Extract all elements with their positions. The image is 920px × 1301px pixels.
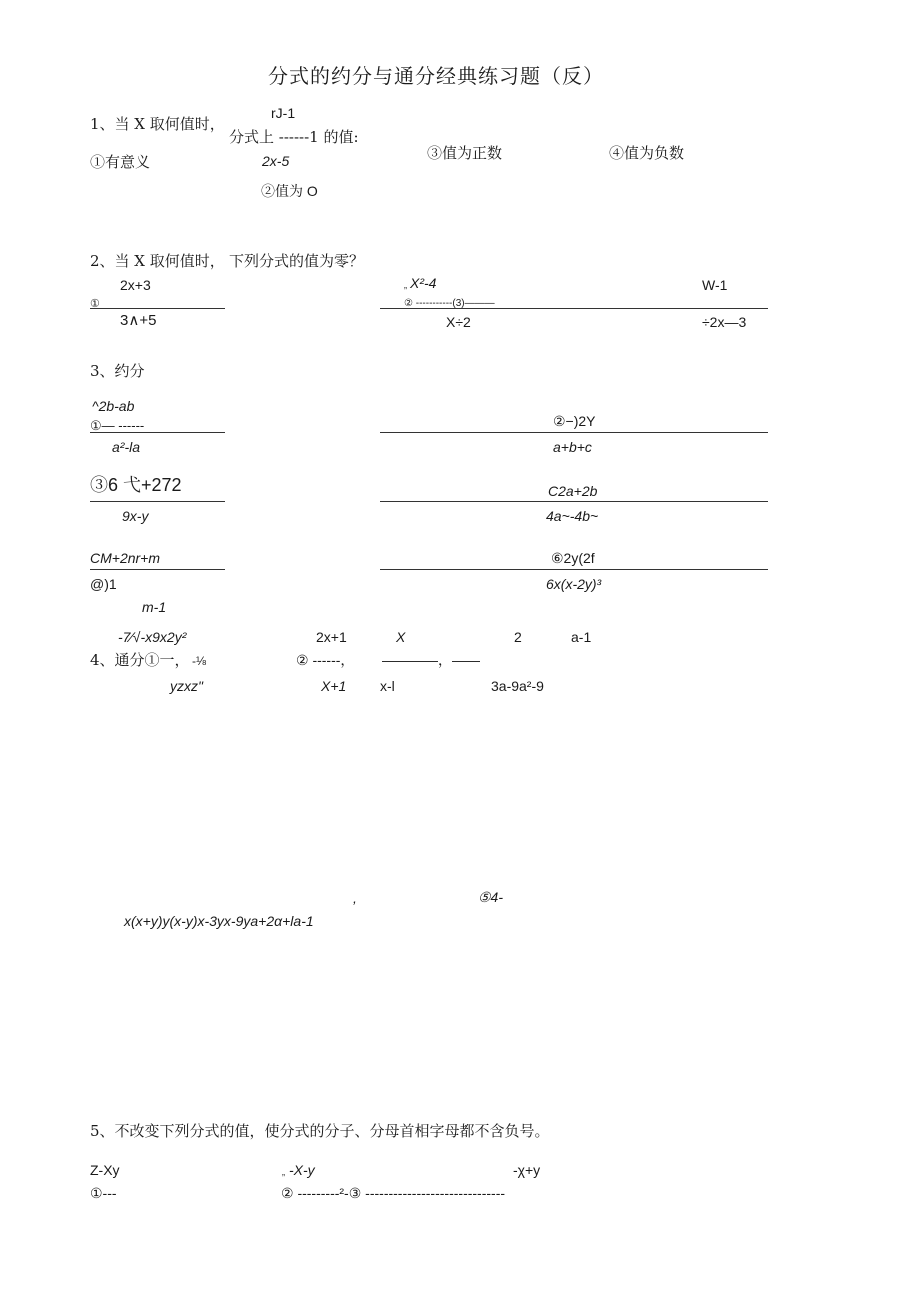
q2-fraction-1-bar xyxy=(90,308,225,309)
q3-fraction-5-denominator: @)1 xyxy=(90,576,117,592)
q3-fraction-1-mark: ①— ------ xyxy=(90,418,145,433)
q5-fraction-2-mark: ② ---------²-③ ------------------------------ xyxy=(281,1185,506,1201)
q1-fraction-text: 分式上 ------1 的值: xyxy=(229,128,359,146)
q3-fraction-6-numerator: ⑥2y(2f xyxy=(551,550,595,566)
q2-fraction-2-denominator: X÷2 xyxy=(446,314,471,330)
q4-top-3: X xyxy=(396,629,406,645)
q4-bottom-2: X+1 xyxy=(321,678,347,694)
q4-mark-2: ② ------， xyxy=(296,652,355,668)
q4-top-1: -7∕√-x9x2y² xyxy=(118,629,187,645)
q5-label: 5、不改变下列分式的值，使分式的分子、分母首相字母都不含负号。 xyxy=(90,1122,550,1140)
q2-fraction-2-numerator: X²-4 xyxy=(410,275,437,291)
q2-fraction-2-mark: ② -----------(3)——— xyxy=(404,298,495,309)
q5-fraction-1-numerator: Z-Xy xyxy=(90,1162,120,1178)
q2-label-continued: 下列分式的值为零？ xyxy=(229,252,365,270)
q4-mark-5: ⑤4- xyxy=(478,889,503,905)
q3-fraction-5-numerator: CM+2nr+m xyxy=(90,550,161,566)
q2-fraction-2-bar xyxy=(380,308,768,309)
q4-top-4: 2 xyxy=(514,629,522,645)
q4-bottom-line: x(x+y)y(x-y)x-3yx-9ya+2α+la-1 xyxy=(124,913,314,929)
q3-fraction-3-denominator: 9x-y xyxy=(122,508,149,524)
q2-fraction-3-numerator: W-1 xyxy=(702,277,728,293)
q3-fraction-1-bar xyxy=(90,432,225,433)
q4-bottom-3: x-l xyxy=(380,678,395,694)
q2-fraction-1-denominator: 3∧+5 xyxy=(120,312,157,329)
q3-fraction-5-bar xyxy=(90,569,225,570)
q1-label: 1、当 X 取何值时， xyxy=(90,115,225,133)
q3-fraction-4-numerator: C2a+2b xyxy=(548,483,598,499)
q2-fraction-1-mark: ① xyxy=(90,298,100,310)
q4-top-2: 2x+1 xyxy=(316,629,347,645)
q4-fraction-1-tail: -⅛ xyxy=(192,654,207,668)
q4-top-5: a-1 xyxy=(571,629,592,645)
q4-bottom-4: 3a-9a²-9 xyxy=(491,678,544,694)
q1-numerator: rJ-1 xyxy=(271,105,296,121)
q2-fraction-1-numerator: 2x+3 xyxy=(120,277,151,293)
q3-fraction-2-numerator: ②−)2Y xyxy=(553,413,596,429)
q3-fraction-4-bar xyxy=(380,501,768,502)
q3-fraction-3-bar xyxy=(90,501,225,502)
q3-label: 3、约分 xyxy=(90,362,145,380)
q3-fraction-3-numerator: ③6 弋+272 xyxy=(90,475,182,495)
q3-fraction-4-denominator: 4a~-4b~ xyxy=(546,508,599,524)
q3-fraction-1-numerator: ^2b-ab xyxy=(92,398,135,414)
q2-fraction-2-prefix: „ xyxy=(404,280,407,290)
q2-fraction-3-denominator: ÷2x—3 xyxy=(702,314,747,330)
q1-item-2: ②值为 O xyxy=(261,183,318,199)
q1-item-1: ①有意义 xyxy=(90,153,151,171)
q5-fraction-2-prefix: „ xyxy=(282,1167,285,1177)
page-title: 分式的约分与通分经典练习题（反） xyxy=(268,64,604,88)
q1-item-3: ③值为正数 xyxy=(427,144,503,162)
q3-fraction-2-denominator: a+b+c xyxy=(553,439,592,455)
q3-fraction-6-bar xyxy=(380,569,768,570)
q3-fraction-5-extra: m-1 xyxy=(142,599,167,615)
q5-fraction-2-numerator: -X-y xyxy=(289,1162,315,1178)
q1-item-4: ④值为负数 xyxy=(609,144,685,162)
q3-fraction-2-bar xyxy=(380,432,768,433)
q4-mid-3: ————，—— xyxy=(382,652,480,668)
q5-fraction-1-mark: ①--- xyxy=(90,1185,117,1201)
q5-fraction-3-numerator: -χ+y xyxy=(513,1162,541,1178)
q4-label: 4、通分①一， xyxy=(90,651,190,669)
q4-comma: , xyxy=(353,890,357,906)
q3-fraction-6-denominator: 6x(x-2y)³ xyxy=(546,576,602,592)
q2-label: 2、当 X 取何值时， xyxy=(90,252,225,270)
q1-denominator: 2x-5 xyxy=(262,153,290,169)
q3-fraction-1-denominator: a²-la xyxy=(112,439,141,455)
q4-bottom-1: yzxz" xyxy=(170,678,203,694)
